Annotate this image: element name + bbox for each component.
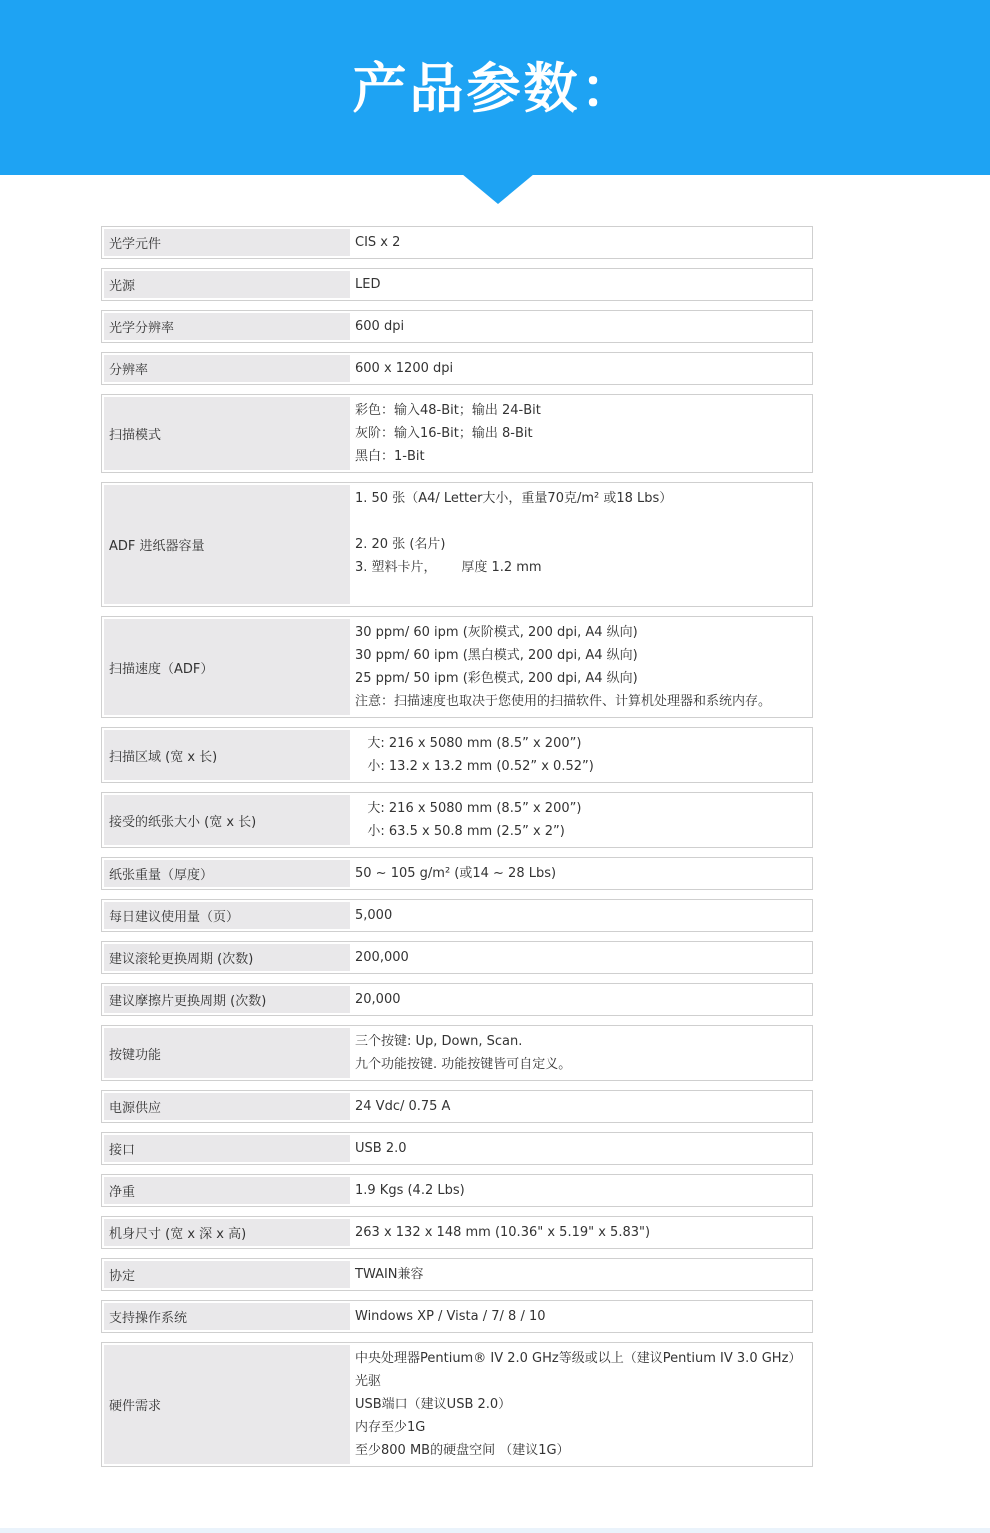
spec-value-line: 200,000 <box>355 950 409 965</box>
spec-label: 接受的纸张大小 (宽 x 长) <box>104 795 350 845</box>
spec-row <box>101 727 813 783</box>
spec-label: ADF 进纸器容量 <box>104 485 350 604</box>
spec-row <box>101 983 813 1016</box>
spec-value <box>355 1301 812 1332</box>
spec-value <box>355 1133 812 1164</box>
spec-value-line: 大: 216 x 5080 mm (8.5” x 200”) <box>355 736 582 751</box>
spec-row <box>101 268 813 301</box>
spec-value-line: 小: 63.5 x 50.8 mm (2.5” x 2”) <box>355 824 565 839</box>
bottom-divider <box>0 1528 990 1533</box>
spec-row <box>101 482 813 607</box>
spec-value <box>355 227 812 258</box>
spec-value-line: 大: 216 x 5080 mm (8.5” x 200”) <box>355 801 582 816</box>
spec-value-line: 灰阶：输入16-Bit；输出 8-Bit <box>355 426 533 441</box>
spec-row <box>101 1300 813 1333</box>
spec-row <box>101 1174 813 1207</box>
spec-label: 净重 <box>104 1177 350 1204</box>
spec-label: 分辨率 <box>104 355 350 382</box>
spec-value-line: 小: 13.2 x 13.2 mm (0.52” x 0.52”) <box>355 759 594 774</box>
spec-row <box>101 1090 813 1123</box>
spec-value-line: USB端口（建议USB 2.0） <box>355 1397 512 1412</box>
spec-label: 协定 <box>104 1261 350 1288</box>
spec-value-line: 光驱 <box>355 1374 382 1389</box>
spec-value-line: 中央处理器Pentium® IV 2.0 GHz等级或以上（建议Pentium IV 3.0 GHz） <box>355 1351 802 1366</box>
spec-row <box>101 1216 813 1249</box>
spec-row <box>101 792 813 848</box>
spec-value-line: 3. 塑料卡片， 厚度 1.2 mm <box>355 560 542 575</box>
spec-label: 光学元件 <box>104 229 350 256</box>
spec-value-line: 2. 20 张 (名片) <box>355 537 446 552</box>
spec-row <box>101 352 813 385</box>
spec-value <box>355 728 812 782</box>
spec-table <box>101 226 813 1476</box>
spec-value <box>355 1026 812 1080</box>
spec-value-line: 50 ~ 105 g/m² (或14 ~ 28 Lbs) <box>355 866 557 881</box>
banner-arrow-shape <box>462 174 534 204</box>
spec-label: 扫描区域 (宽 x 长) <box>104 730 350 780</box>
spec-label: 支持操作系统 <box>104 1303 350 1330</box>
spec-row <box>101 310 813 343</box>
spec-value <box>355 617 812 717</box>
spec-value <box>355 311 812 342</box>
spec-value-line: LED <box>355 277 381 292</box>
spec-value-line: 30 ppm/ 60 ipm (灰阶模式, 200 dpi, A4 纵向) <box>355 625 638 640</box>
spec-value-line: 263 x 132 x 148 mm (10.36" x 5.19" x 5.83") <box>355 1225 651 1240</box>
spec-value <box>355 793 812 847</box>
spec-label: 按键功能 <box>104 1028 350 1078</box>
spec-value <box>355 1175 812 1206</box>
spec-row <box>101 941 813 974</box>
spec-label: 扫描模式 <box>104 397 350 470</box>
spec-row <box>101 1025 813 1081</box>
spec-label: 硬件需求 <box>104 1345 350 1464</box>
spec-row <box>101 394 813 473</box>
spec-row <box>101 226 813 259</box>
spec-value <box>355 1091 812 1122</box>
spec-row <box>101 1258 813 1291</box>
spec-value-line: 5,000 <box>355 908 393 923</box>
spec-value-line: CIS x 2 <box>355 235 401 250</box>
spec-value-line: 内存至少1G <box>355 1420 426 1435</box>
spec-row <box>101 616 813 718</box>
spec-value-line: 注意：扫描速度也取决于您使用的扫描软件、计算机处理器和系统内存。 <box>355 694 772 709</box>
spec-row <box>101 1342 813 1467</box>
spec-value-line: 彩色：输入48-Bit；输出 24-Bit <box>355 403 541 418</box>
spec-value-line: 600 x 1200 dpi <box>355 361 454 376</box>
spec-value-line: 至少800 MB的硬盘空间 （建议1G） <box>355 1443 570 1458</box>
spec-value-line: 黑白：1-Bit <box>355 449 425 464</box>
spec-value-line: 24 Vdc/ 0.75 A <box>355 1099 451 1114</box>
spec-value-line: 1. 50 张（A4/ Letter大小，重量70克/m² 或18 Lbs） <box>355 491 673 506</box>
spec-label: 接口 <box>104 1135 350 1162</box>
spec-label: 电源供应 <box>104 1093 350 1120</box>
spec-value <box>355 900 812 931</box>
spec-row <box>101 899 813 932</box>
spec-value-line: 30 ppm/ 60 ipm (黑白模式, 200 dpi, A4 纵向) <box>355 648 638 663</box>
spec-value <box>355 984 812 1015</box>
spec-value <box>355 1217 812 1248</box>
spec-value <box>355 942 812 973</box>
spec-label: 建议滚轮更换周期 (次数) <box>104 944 350 971</box>
spec-row <box>101 857 813 890</box>
spec-value-line: 20,000 <box>355 992 401 1007</box>
spec-value-line: 九个功能按键. 功能按键皆可自定义。 <box>355 1057 572 1072</box>
spec-label: 光学分辨率 <box>104 313 350 340</box>
spec-label: 机身尺寸 (宽 x 深 x 高) <box>104 1219 350 1246</box>
page-title: 产品参数： <box>352 57 638 120</box>
spec-value-line: 25 ppm/ 50 ipm (彩色模式, 200 dpi, A4 纵向) <box>355 671 638 686</box>
spec-value-line: 三个按键: Up, Down, Scan. <box>355 1034 523 1049</box>
spec-value <box>355 1259 812 1290</box>
spec-value <box>355 269 812 300</box>
spec-value-line: 1.9 Kgs (4.2 Lbs) <box>355 1183 465 1198</box>
spec-value-line: USB 2.0 <box>355 1141 407 1156</box>
header-banner <box>0 0 990 175</box>
spec-value-line: Windows XP / Vista / 7/ 8 / 10 <box>355 1309 546 1324</box>
spec-row <box>101 1132 813 1165</box>
spec-label: 光源 <box>104 271 350 298</box>
spec-value-line: 600 dpi <box>355 319 405 334</box>
spec-value <box>355 858 812 889</box>
spec-value-line <box>355 510 806 533</box>
spec-value <box>355 1343 812 1466</box>
spec-value-line <box>355 579 806 602</box>
spec-label: 每日建议使用量（页） <box>104 902 350 929</box>
spec-value <box>355 395 812 472</box>
spec-value-line: TWAIN兼容 <box>355 1267 424 1282</box>
spec-value <box>355 353 812 384</box>
spec-label: 扫描速度（ADF） <box>104 619 350 715</box>
spec-label: 纸张重量（厚度） <box>104 860 350 887</box>
spec-label: 建议摩擦片更换周期 (次数) <box>104 986 350 1013</box>
spec-value <box>355 483 812 606</box>
